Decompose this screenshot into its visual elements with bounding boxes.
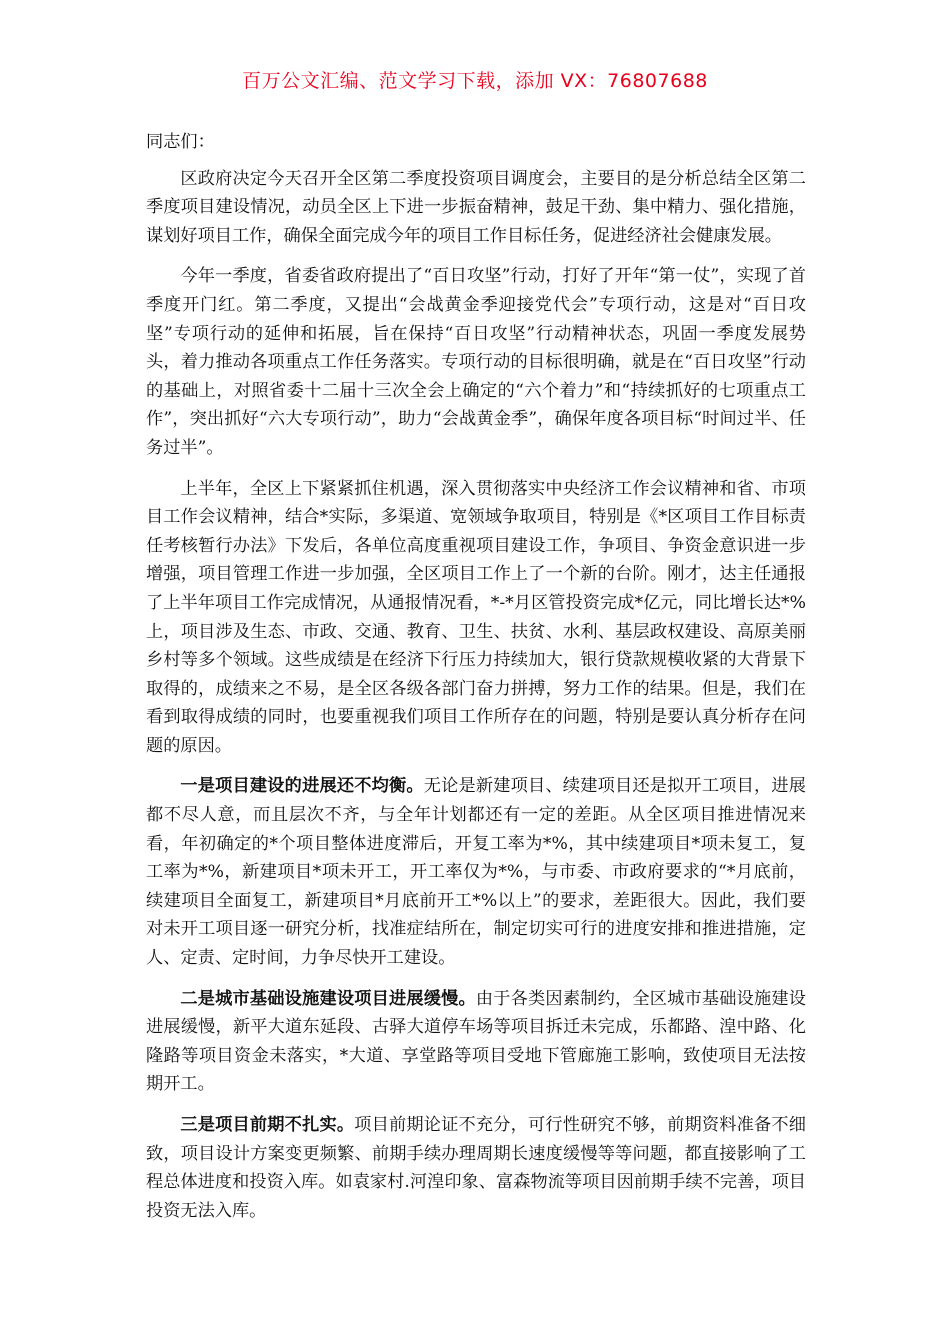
paragraph: [146, 262, 806, 462]
paragraph: [146, 985, 806, 1099]
paragraph: [146, 772, 806, 972]
paragraph-lead: 二是城市基础设施建设项目进展缓慢。: [180, 988, 476, 1009]
paragraph-text: 今年一季度，省委省政府提出了“百日攻坚”行动，打好了开年“第一仗”，实现了首季度开门红。第二季度，又提出“会战黄金季迎接党代会”专项行动，这是对“百日攻坚”专项行动的延伸和拓展，旨在保持“百日攻坚”行动精神状态，巩固一季度发展势头，着力推动各项重点工作任务落实。专项行动的目标很明确，就是在“百日攻坚”行动的基础上，对照省委十二届十三次全会上确定的“六个着力”和“持续抓好的七项重点工作”，突出抓好“六大专项行动”，助力“会战黄金季”，确保年度各项目标“时间过半、任务过半”。: [146, 266, 806, 458]
paragraph: [146, 165, 806, 251]
document-body: [146, 128, 806, 1237]
header-banner: 百万公文汇编、范文学习下载，添加 VX：76807688: [242, 70, 708, 92]
paragraph-text: 项目前期论证不充分，可行性研究不够，前期资料准备不细致，项目设计方案变更频繁、前期手续办理周期长速度缓慢等等问题，都直接影响了工程总体进度和投资入库。如袁家村.河湟印象、富森物流等项目因前期手续不完善，项目投资无法入库。: [146, 1115, 806, 1221]
salutation: 同志们：: [146, 132, 215, 152]
paragraph-lead: 一是项目建设的进展还不均衡。: [180, 776, 424, 797]
paragraph-lead: 三是项目前期不扎实。: [180, 1115, 355, 1135]
paragraph-text: 无论是新建项目、续建项目还是拟开工项目，进展都不尽人意，而且层次不齐，与全年计划都还有一定的差距。从全区项目推进情况来看，年初确定的*个项目整体进度滞后，开复工率为*%，其中续建项目*项未复工，复工率为*%，新建项目*项未开工，开工率仅为*%，与市委、市政府要求的“*月底前，续建项目全面复工，新建项目*月底前开工*%以上”的要求，差距很大。因此，我们要对未开工项目逐一研究分析，找准症结所在，制定切实可行的进度安排和推进措施，定人、定责、定时间，力争尽快开工建设。: [146, 776, 806, 969]
paragraph-text: 上半年，全区上下紧紧抓住机遇，深入贯彻落实中央经济工作会议精神和省、市项目工作会议精神，结合*实际，多渠道、宽领域争取项目，特别是《*区项目工作目标责任考核暂行办法》下发后，各单位高度重视项目建设工作，争项目、争资金意识进一步增强，项目管理工作进一步加强，全区项目工作上了一个新的台阶。刚才，达主任通报了上半年项目工作完成情况，从通报情况看，*-*月区管投资完成*亿元，同比增长达*%上，项目涉及生态、市政、交通、教育、卫生、扶贫、水利、基层政权建设、高原美丽乡村等多个领域。这些成绩是在经济下行压力持续加大，银行贷款规模收紧的大背景下取得的，成绩来之不易，是全区各级各部门奋力拼搏，努力工作的结果。但是，我们在看到取得成绩的同时，也要重视我们项目工作所存在的问题，特别是要认真分析存在问题的原因。: [146, 478, 806, 756]
paragraph-text: 区政府决定今天召开全区第二季度投资项目调度会，主要目的是分析总结全区第二季度项目建设情况，动员全区上下进一步振奋精神，鼓足干劲、集中精力、强化措施，谋划好项目工作，确保全面完成今年的项目工作目标任务，促进经济社会健康发展。: [146, 168, 806, 246]
paragraph: [146, 1111, 806, 1225]
paragraph-text: 由于各类因素制约，全区城市基础设施建设进展缓慢，新平大道东延段、古驿大道停车场等项目拆迁未完成，乐都路、湟中路、化隆路等项目资金未落实，*大道、享堂路等项目受地下管廊施工影响，致使项目无法按期开工。: [146, 988, 806, 1095]
paragraph: [146, 475, 806, 761]
